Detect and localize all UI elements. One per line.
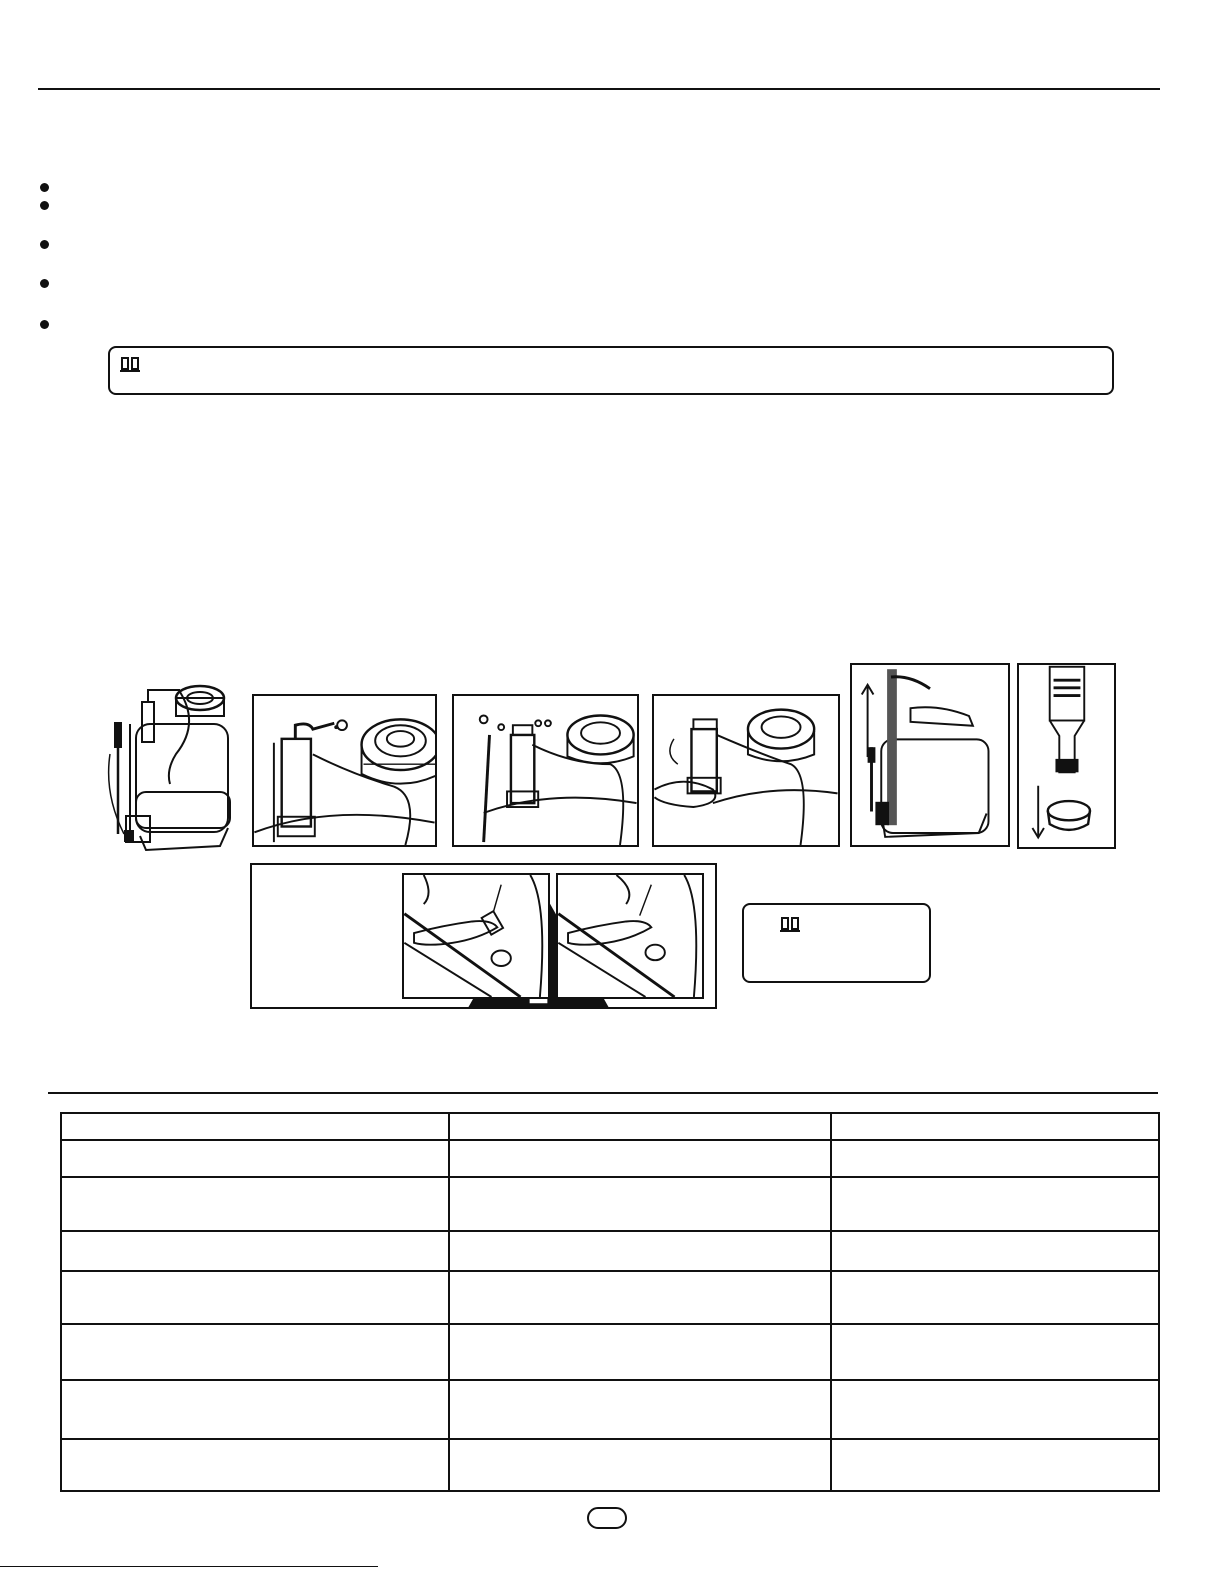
table-row (61, 1231, 1159, 1271)
book-icon (780, 915, 800, 933)
table-row (61, 1380, 1159, 1439)
troubleshooting-table (60, 1112, 1160, 1492)
section-rule (48, 1092, 1158, 1094)
table-row (61, 1324, 1159, 1380)
step-pull-pump-illustration (850, 663, 1010, 847)
bullet-1 (40, 183, 49, 192)
table-header-cell (449, 1113, 831, 1140)
nozzle-cleaning-illustration-1 (402, 873, 550, 999)
manual-notice-box (108, 346, 1114, 395)
step-detach-parts-illustration (452, 694, 639, 847)
sprayer-overview-illustration (100, 684, 240, 856)
table-row (61, 1177, 1159, 1231)
table-row (61, 1439, 1159, 1491)
table-header-cell (61, 1113, 449, 1140)
step-remove-clip-illustration (252, 694, 437, 847)
warning-panel (250, 863, 717, 1009)
table-header-cell (831, 1113, 1159, 1140)
bullet-3 (40, 240, 49, 249)
step-remove-seal-illustration (1017, 663, 1116, 849)
top-rule (38, 88, 1160, 90)
bullet-2 (40, 201, 49, 210)
footer-rule (0, 1566, 378, 1567)
bullet-5 (40, 320, 49, 329)
step-rotate-cylinder-illustration (652, 694, 840, 847)
table-header-row (61, 1113, 1159, 1140)
bullet-4 (40, 279, 49, 288)
page-number-badge (587, 1507, 627, 1529)
book-icon (120, 355, 140, 373)
nozzle-cleaning-illustration-2 (556, 873, 704, 999)
table-row (61, 1140, 1159, 1177)
table-row (61, 1271, 1159, 1324)
manual-note-box (742, 903, 931, 983)
